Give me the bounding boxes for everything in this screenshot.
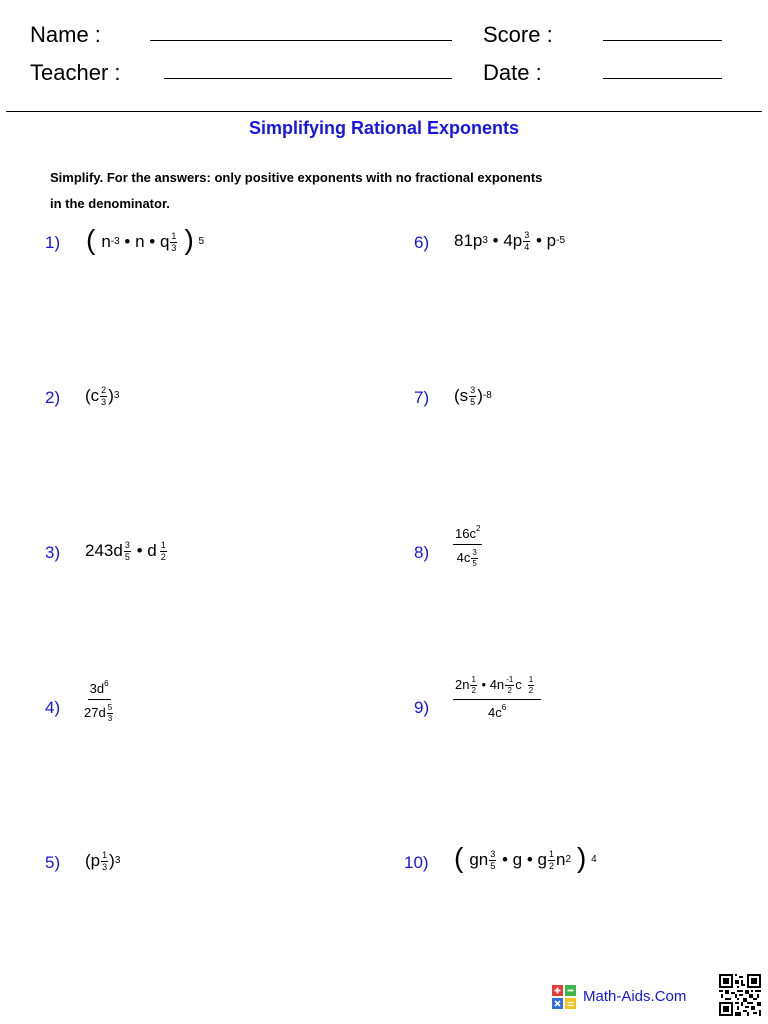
problem-2-expression: (c 2 3 ) 3 (85, 384, 120, 407)
score-field-line[interactable] (603, 40, 722, 41)
problem-number-5: 5) (45, 853, 61, 872)
worksheet-title: Simplifying Rational Exponents (248, 118, 520, 138)
problem-5-expression: (p 1 3 ) 3 (85, 849, 121, 872)
problem-number-2: 2) (45, 388, 61, 407)
name-field-line[interactable] (150, 40, 452, 41)
problem-number-4: 4) (45, 698, 61, 717)
name-label: Name : (30, 22, 101, 47)
problem-1-expression: ( n -3 • n • q 1 3 ) 5 (86, 224, 205, 255)
teacher-field-line[interactable] (164, 78, 452, 79)
problem-number-6: 6) (414, 233, 430, 252)
problem-7-expression: (s 3 5 ) -8 (454, 384, 492, 407)
problem-6-expression: 81p 3 • 4p 3 4 • p -5 (454, 229, 566, 252)
qr-code-icon (719, 974, 761, 1016)
problem-number-1: 1) (45, 233, 61, 252)
instructions-line-1: Simplify. For the answers: only positive exponents with no fractional exponents (50, 170, 543, 185)
problem-9-expression: 2n $\frac{1}{2}$ • 4n $\frac{-1}{2}$ c $\frac{1}{2}$ $4c^6$ (453, 676, 541, 719)
problem-10-expression: ( gn 3 5 • g • g 1 2 n 2 ) 4 (454, 842, 597, 873)
header-divider (6, 111, 762, 112)
teacher-label: Teacher : (30, 60, 121, 85)
problem-8-expression: $16c^2$ 4c $\frac{3}{5}$ (455, 524, 481, 568)
instructions-line-2: in the denominator. (50, 196, 170, 211)
problem-number-3: 3) (45, 543, 61, 562)
problem-number-9: 9) (414, 698, 430, 717)
problem-3-expression: 243d 3 5 • d 1 2 (85, 539, 166, 562)
problem-number-10: 10) (404, 853, 429, 872)
date-label: Date : (483, 60, 542, 85)
date-field-line[interactable] (603, 78, 722, 79)
problem-4-expression: $3d^6$ 27d $\frac{5}{3}$ (84, 679, 113, 723)
problem-number-8: 8) (414, 543, 430, 562)
calculator-icon (552, 985, 576, 1009)
brand-link[interactable]: Math-Aids.Com (583, 988, 687, 1005)
score-label: Score : (483, 22, 553, 47)
problem-number-7: 7) (414, 388, 430, 407)
